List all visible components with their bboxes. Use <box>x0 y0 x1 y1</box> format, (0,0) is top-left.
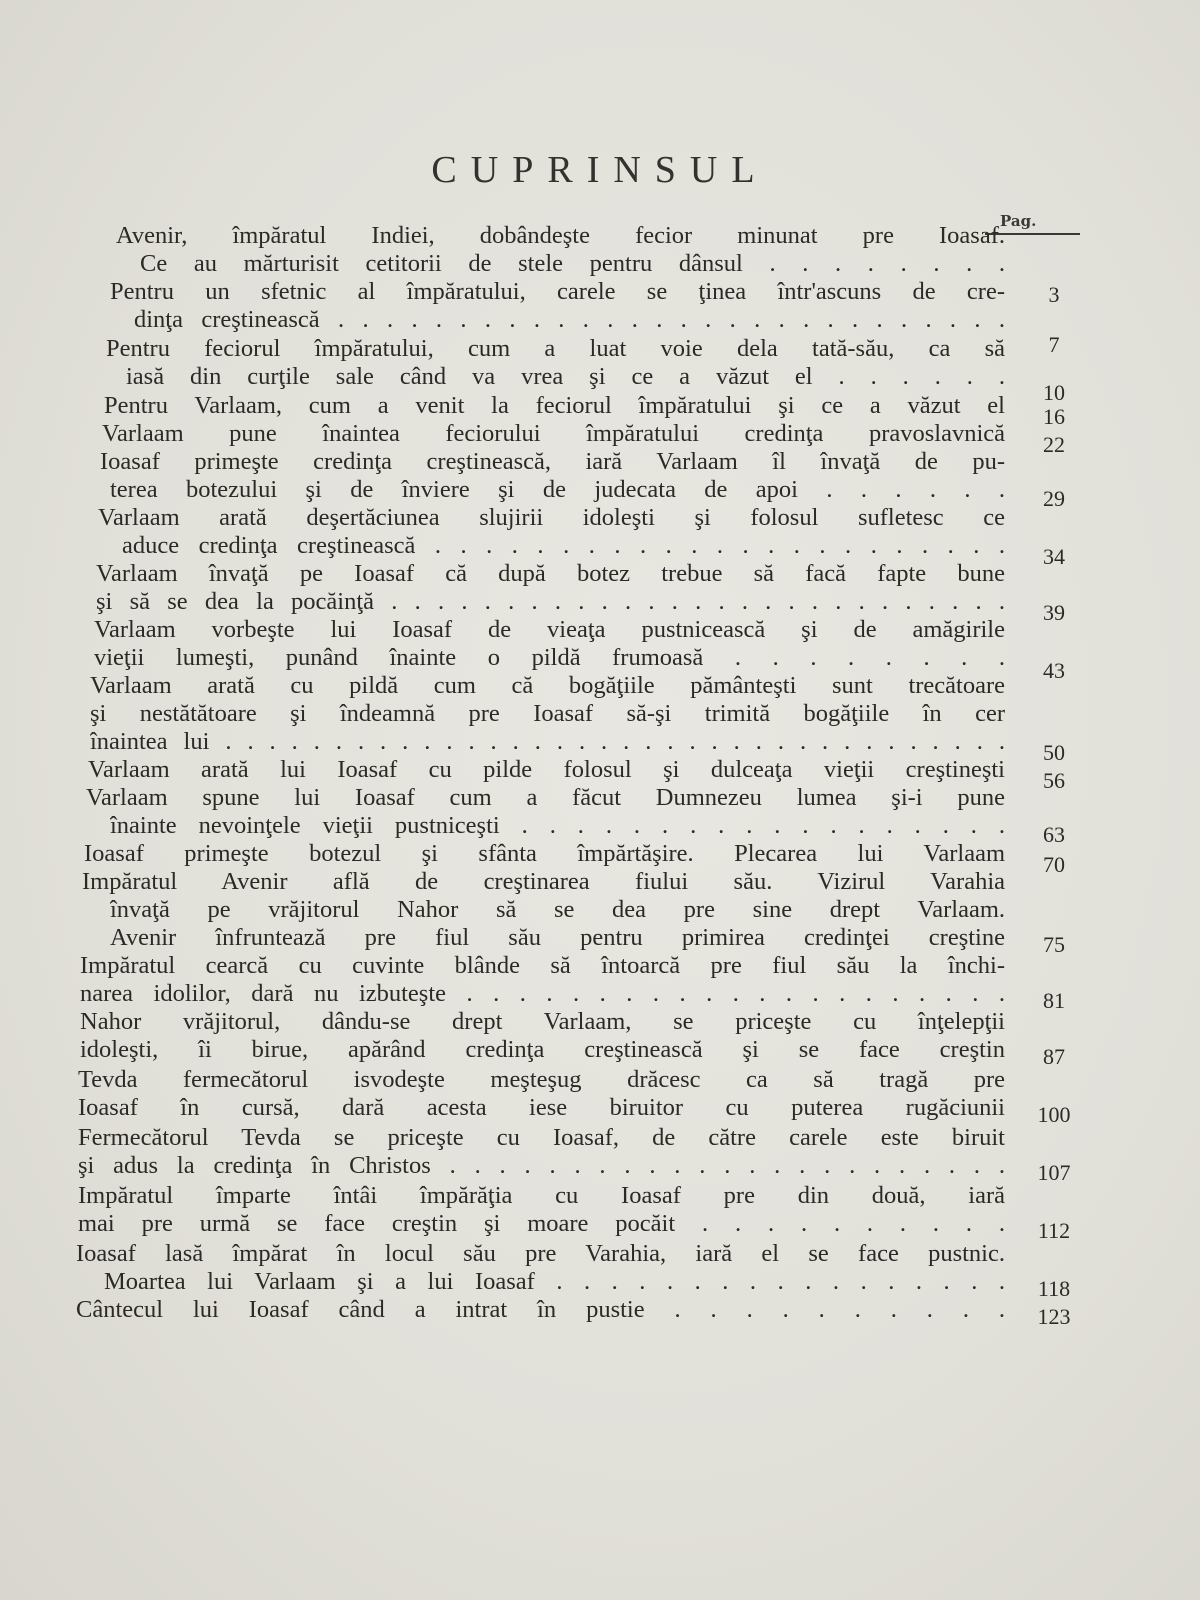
toc-page-number: 43 <box>1043 658 1065 683</box>
toc-entry-line: Varlaam învaţă pe Ioasaf că după botez trebue să facă fapte bune <box>96 560 1005 587</box>
toc-entry-line: aduce credinţa creştinească . . . . . . . . . . . . . . . . . . . . . . . <box>122 532 1005 559</box>
toc-entry-line: Ce au mărturisit cetitorii de stele pentru dânsul . . . . . . . . <box>140 250 1005 277</box>
toc-entry-line: Impăratul împarte întâi împărăţia cu Ioasaf pre din două, iară <box>78 1182 1005 1209</box>
toc-entry-line: Impăratul cearcă cu cuvinte blânde să întoarcă pre fiul său la închi- <box>80 952 1005 979</box>
toc-entry-line: înaintea lui . . . . . . . . . . . . . . . . . . . . . . . . . . . . . . . . . . . . <box>90 728 1005 755</box>
toc-entry-line: terea botezului şi de înviere şi de judecata de apoi . . . . . . <box>110 476 1005 503</box>
toc-entry-line: învaţă pe vrăjitorul Nahor să se dea pre sine drept Varlaam. <box>110 896 1005 923</box>
toc-entry-line: Varlaam pune înaintea feciorului împăratului credinţa pravoslavnică <box>102 420 1005 447</box>
toc-entry-line: vieţii lumeşti, punând înainte o pildă frumoasă . . . . . . . . <box>94 644 1005 671</box>
toc-entry-line: şi adus la credinţa în Christos . . . . . . . . . . . . . . . . . . . . . . . <box>78 1152 1005 1179</box>
toc-entry-line: mai pre urmă se face creştin şi moare pocăit . . . . . . . . . . <box>78 1210 1005 1237</box>
toc-entry-line: şi nestătătoare şi îndeamnă pre Ioasaf să-şi trimită bogăţiile în cer <box>90 700 1005 727</box>
toc-page-number: 63 <box>1043 822 1065 847</box>
toc-entry-line: Varlaam spune lui Ioasaf cum a făcut Dumnezeu lumea şi-i pune <box>86 784 1005 811</box>
page-title: CUPRINSUL <box>431 149 769 191</box>
toc-page-number: 118 <box>1037 1276 1071 1301</box>
toc-entry-line: Ioasaf în cursă, dară acesta iese biruitor cu puterea rugăciunii <box>78 1094 1005 1121</box>
toc-entry-line: Pentru Varlaam, cum a venit la feciorul împăratului şi ce a văzut el <box>104 392 1005 419</box>
toc-entry-line: Nahor vrăjitorul, dându-se drept Varlaam, se priceşte cu înţelepţii <box>80 1008 1005 1035</box>
toc-entry-line: Varlaam vorbeşte lui Ioasaf de vieaţa pustnicească şi de amăgirile <box>94 616 1005 643</box>
toc-page-number: 81 <box>1043 988 1065 1013</box>
toc-entry-line: Avenir înfruntează pre fiul său pentru primirea credinţei creştine <box>110 924 1005 951</box>
toc-entry-line: Tevda fermecătorul isvodeşte meşteşug drăcesc ca să tragă pre <box>78 1066 1005 1093</box>
toc-entry-line: şi să se dea la pocăinţă . . . . . . . . . . . . . . . . . . . . . . . . . . . <box>96 588 1005 615</box>
toc-entry-line: Varlaam arată deşertăciunea slujirii idoleşti şi folosul sufletesc ce <box>98 504 1005 531</box>
toc-page-number: 7 <box>1048 332 1060 357</box>
toc-entry-line: Ioasaf lasă împărat în locul său pre Varahia, iară el se face pustnic. <box>76 1240 1005 1267</box>
toc-entry-line: Varlaam arată lui Ioasaf cu pilde folosul şi dulceaţa vieţii creştineşti <box>88 756 1005 783</box>
toc-entry-line: Varlaam arată cu pildă cum că bogăţiile pământeşti sunt trecătoare <box>90 672 1005 699</box>
toc-page-number: 34 <box>1043 544 1065 569</box>
toc-page-number: 123 <box>1037 1304 1071 1329</box>
page-column-label: Pag. <box>1000 212 1037 230</box>
toc-entry-line: Moartea lui Varlaam şi a lui Ioasaf . . . . . . . . . . . . . . . . . <box>104 1268 1005 1295</box>
toc-page-number: 112 <box>1037 1218 1071 1243</box>
toc-page-number: 16 <box>1043 404 1065 429</box>
toc-entry-line: idoleşti, îi birue, apărând credinţa creştinească şi se face creştin <box>80 1036 1005 1063</box>
toc-page-number: 107 <box>1037 1160 1071 1185</box>
toc-page-number: 29 <box>1043 486 1065 511</box>
toc-entry-line: Avenir, împăratul Indiei, dobândeşte fecior minunat pre Ioasaf. <box>116 222 1005 249</box>
toc-entry-line: Ioasaf primeşte botezul şi sfânta împărtăşire. Plecarea lui Varlaam <box>84 840 1005 867</box>
toc-entry-line: Pentru un sfetnic al împăratului, carele se ţinea într'ascuns de cre- <box>110 278 1005 305</box>
toc-page-number: 56 <box>1043 768 1065 793</box>
toc-entry-line: înainte nevoinţele vieţii pustniceşti . . . . . . . . . . . . . . . . . . <box>110 812 1005 839</box>
toc-page-number: 10 <box>1043 380 1065 405</box>
toc-page-number: 50 <box>1043 740 1065 765</box>
toc-entry-line: Fermecătorul Tevda se priceşte cu Ioasaf, de către carele este biruit <box>78 1124 1005 1151</box>
toc-page-number: 22 <box>1043 432 1065 457</box>
toc-page-number: 75 <box>1043 932 1065 957</box>
toc-page-number: 3 <box>1048 282 1060 307</box>
toc-entry-line: Cântecul lui Ioasaf când a intrat în pustie . . . . . . . . . . <box>76 1296 1005 1323</box>
toc-entry-line: Ioasaf primeşte credinţa creştinească, iară Varlaam îl învaţă de pu- <box>100 448 1005 475</box>
toc-page-number: 100 <box>1037 1102 1071 1127</box>
toc-entry-line: dinţa creştinească . . . . . . . . . . . . . . . . . . . . . . . . . . . . <box>134 306 1005 333</box>
toc-entry-line: Impăratul Avenir află de creştinarea fiului său. Vizirul Varahia <box>82 868 1005 895</box>
toc-page-number: 87 <box>1043 1044 1065 1069</box>
toc-entry-line: Pentru feciorul împăratului, cum a luat voie dela tată-său, ca să <box>106 335 1005 362</box>
toc-entry-line: iasă din curţile sale când va vrea şi ce a văzut el . . . . . . <box>126 363 1005 390</box>
toc-page-number: 39 <box>1043 600 1065 625</box>
toc-entry-line: narea idolilor, dară nu izbuteşte . . . . . . . . . . . . . . . . . . . . . <box>80 980 1005 1007</box>
toc-page-number: 70 <box>1043 852 1065 877</box>
